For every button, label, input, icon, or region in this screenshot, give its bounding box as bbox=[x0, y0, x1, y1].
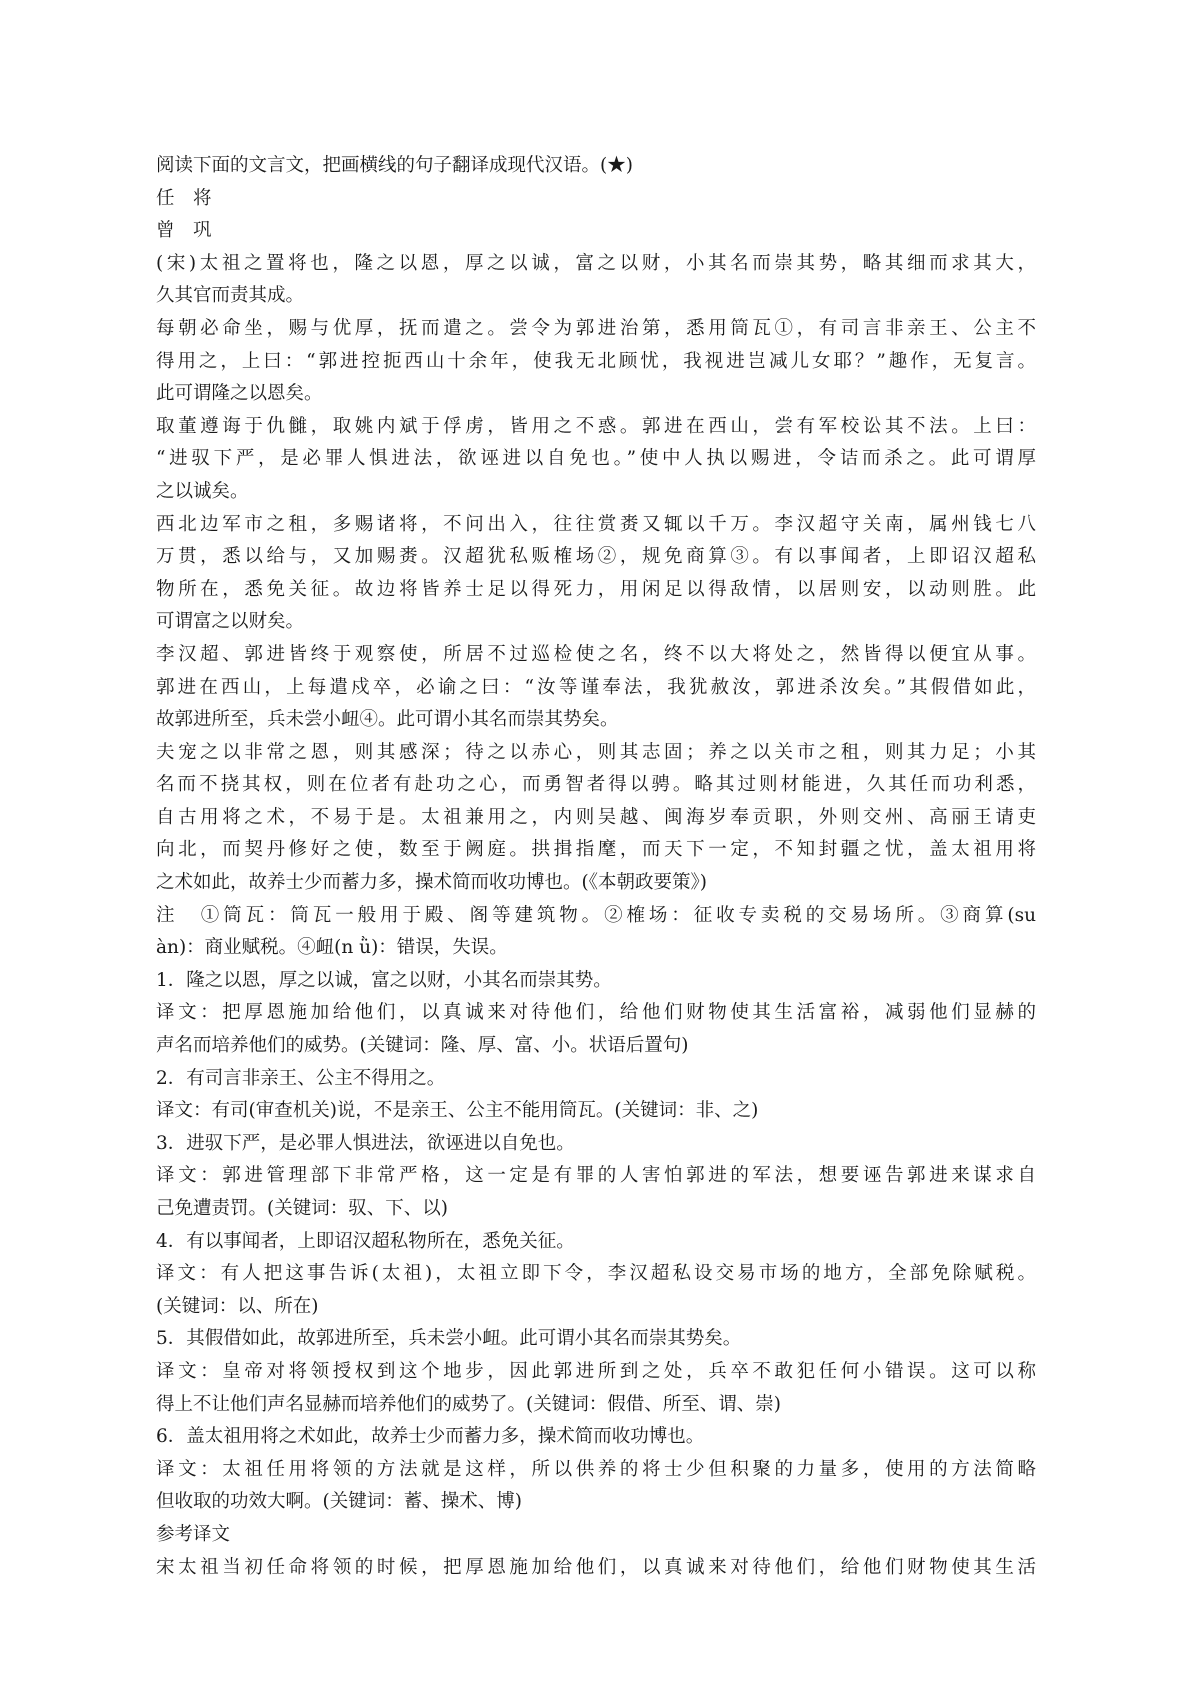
text-line: 声名而培养他们的威势。(关键词：隆、厚、富、小。状语后置句) bbox=[156, 1035, 689, 1057]
text-line: 注 ①筒瓦：筒瓦一般用于殿、阁等建筑物。②榷场：征收专卖税的交易场所。③商算(su bbox=[156, 904, 1036, 926]
text-line: 向北，而契丹修好之使，数至于阙庭。拱揖指麾，而天下一定，不知封疆之忧，盖太祖用将 bbox=[156, 839, 1036, 861]
text-line: 译文：皇帝对将领授权到这个地步，因此郭进所到之处，兵卒不敢犯任何小错误。这可以称 bbox=[156, 1360, 1036, 1382]
text-line: 郭进在西山，上每遣戍卒，必谕之曰：“汝等谨奉法，我犹赦汝，郭进杀汝矣。”其假借如此， bbox=[156, 676, 1036, 698]
text-line: 之以诚矣。 bbox=[156, 480, 249, 502]
text-line: àn)：商业赋税。④衄(n ǜ)：错误，失误。 bbox=[156, 937, 508, 959]
text-line: 之术如此，故养士少而蓄力多，操术简而收功博也。(《本朝政要策》) bbox=[156, 872, 707, 894]
text-line: 译文：有司(审查机关)说，不是亲王、公主不能用筒瓦。(关键词：非、之) bbox=[156, 1100, 759, 1122]
text-line: 但收取的功效大啊。(关键词：蓄、操术、博) bbox=[156, 1491, 522, 1513]
text-line: 名而不挠其权，则在位者有赴功之心，而勇智者得以骋。略其过则材能进，久其任而功利悉， bbox=[156, 774, 1036, 796]
text-line: 西北边军市之租，多赐诸将，不问出入，往往赏赉又辄以千万。李汉超守关南，属州钱七八 bbox=[156, 513, 1036, 535]
text-line: 李汉超、郭进皆终于观察使，所居不过巡检使之名，终不以大将处之，然皆得以便宜从事。 bbox=[156, 643, 1036, 665]
text-line: 取董遵诲于仇雠，取姚内斌于俘虏，皆用之不惑。郭进在西山，尝有军校讼其不法。上曰： bbox=[156, 415, 1036, 437]
text-line: 6．盖太祖用将之术如此，故养士少而蓄力多，操术简而收功博也。 bbox=[156, 1426, 705, 1448]
text-line: 己免遭责罚。(关键词：驭、下、以) bbox=[156, 1198, 448, 1219]
text-line: 自古用将之术，不易于是。太祖兼用之，内则吴越、闽海岁奉贡职，外则交州、高丽王请吏 bbox=[156, 806, 1036, 828]
text-line: 译文：把厚恩施加给他们，以真诚来对待他们，给他们财物使其生活富裕，减弱他们显赫的 bbox=[156, 1002, 1036, 1024]
text-line: 阅读下面的文言文，把画横线的句子翻译成现代汉语。(★) bbox=[156, 155, 633, 176]
text-line: 夫宠之以非常之恩，则其感深；待之以赤心，则其志固；养之以关市之租，则其力足；小其 bbox=[156, 741, 1036, 763]
text-line: 5．其假借如此，故郭进所至，兵未尝小衄。此可谓小其名而崇其势矣。 bbox=[156, 1328, 742, 1350]
text-line: 宋太祖当初任命将领的时候，把厚恩施加给他们，以真诚来对待他们，给他们财物使其生活 bbox=[156, 1556, 1036, 1578]
text-line: 3．进驭下严，是必罪人惧进法，欲诬进以自免也。 bbox=[156, 1132, 575, 1154]
text-line: 可谓富之以财矣。 bbox=[156, 611, 305, 633]
text-line: 每朝必命坐，赐与优厚，抚而遣之。尝令为郭进治第，悉用筒瓦①，有司言非亲王、公主不 bbox=[156, 317, 1036, 339]
document-page bbox=[156, 150, 1036, 1584]
text-line: 参考译文 bbox=[156, 1523, 231, 1545]
text-line: 译文：郭进管理部下非常严格，这一定是有罪的人害怕郭进的军法，想要诬告郭进来谋求自 bbox=[156, 1165, 1036, 1187]
text-line: (关键词：以、所在) bbox=[156, 1295, 319, 1317]
text-line: 1．隆之以恩，厚之以诚，富之以财，小其名而崇其势。 bbox=[156, 969, 612, 991]
text-line: 曾 巩 bbox=[156, 220, 212, 242]
text-line: 4．有以事闻者，上即诏汉超私物所在，悉免关征。 bbox=[156, 1230, 575, 1252]
text-line: 得用之，上曰：“郭进控扼西山十余年，使我无北顾忧，我视进岂减儿女耶？”趣作，无复言。 bbox=[156, 350, 1036, 372]
text-line: 物所在，悉免关征。故边将皆养士足以得死力，用闲足以得敌情，以居则安，以动则胜。此 bbox=[156, 578, 1036, 600]
text-line: 译文：太祖任用将领的方法就是这样，所以供养的将士少但积聚的力量多，使用的方法简略 bbox=[156, 1458, 1036, 1480]
text-line: 久其官而责其成。 bbox=[156, 285, 305, 307]
text-line: 此可谓隆之以恩矣。 bbox=[156, 383, 323, 405]
text-line: 故郭进所至，兵未尝小衄④。此可谓小其名而崇其势矣。 bbox=[156, 709, 619, 731]
text-line: “进驭下严，是必罪人惧进法，欲诬进以自免也。”使中人执以赐进，令诘而杀之。此可谓厚 bbox=[156, 448, 1036, 470]
text-line: 译文：有人把这事告诉(太祖)，太祖立即下令，李汉超私设交易市场的地方，全部免除赋税。 bbox=[156, 1263, 1036, 1285]
text-line: 得上不让他们声名显赫而培养他们的威势了。(关键词：假借、所至、谓、崇) bbox=[156, 1393, 781, 1415]
text-line: (宋)太祖之置将也，隆之以恩，厚之以诚，富之以财，小其名而崇其势，略其细而求其大， bbox=[156, 252, 1036, 274]
document-body bbox=[156, 150, 1036, 1584]
text-line: 2．有司言非亲王、公主不得用之。 bbox=[156, 1067, 446, 1089]
text-line: 任 将 bbox=[156, 187, 212, 209]
text-line: 万贯，悉以给与，又加赐赉。汉超犹私贩榷场②，规免商算③。有以事闻者，上即诏汉超私 bbox=[156, 546, 1036, 568]
